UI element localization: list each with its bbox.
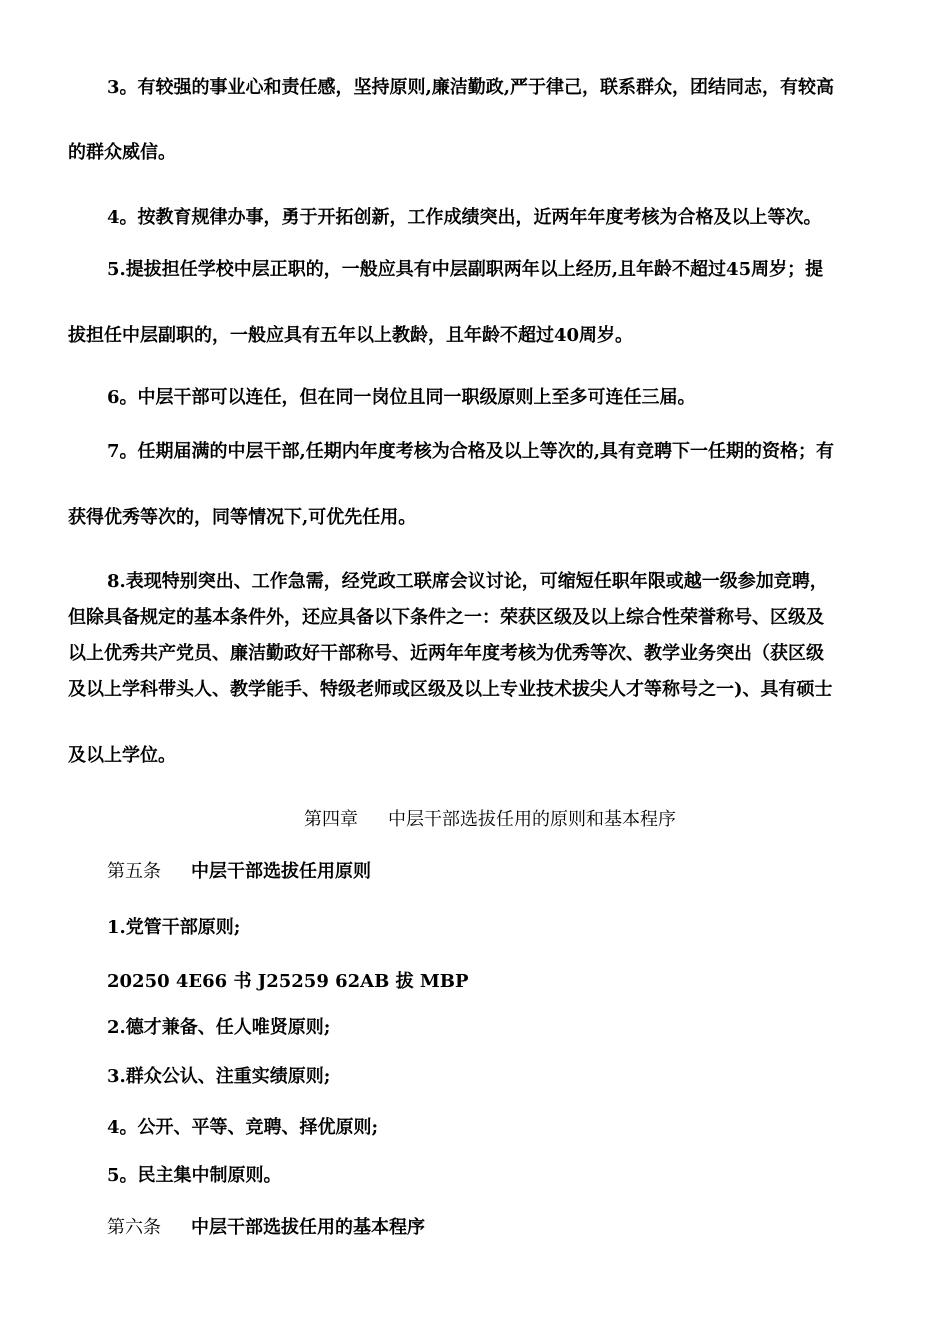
paragraph-3-line-2: 的群众威信。 (68, 142, 176, 163)
paragraph-5-line-1: 5.提拔担任学校中层正职的，一般应具有中层副职两年以上经历,且年龄不超过45周岁；提 (107, 259, 824, 280)
article-5-item-5: 5。民主集中制原则。 (107, 1165, 282, 1186)
paragraph-7-line-1: 7。任期届满的中层干部,任期内年度考核为合格及以上等次的,具有竞聘下一任期的资格；有 (107, 441, 835, 462)
paragraph-8-line-2: 但除具备规定的基本条件外，还应具备以下条件之一：荣获区级及以上综合性荣誉称号、区级及 (68, 607, 824, 628)
chapter-heading (304, 808, 676, 832)
paragraph-4: 4。按教育规律办事，勇于开拓创新，工作成绩突出，近两年年度考核为合格及以上等次。 (107, 207, 822, 228)
paragraph-8-line-4: 及以上学科带头人、教学能手、特级老师或区级及以上专业技术拔尖人才等称号之一)、具有硕士 (68, 679, 833, 700)
article-5-item-4: 4。公开、平等、竞聘、择优原则; (107, 1117, 379, 1138)
paragraph-8-line-1: 8.表现特别突出、工作急需，经党政工联席会议讨论，可缩短任职年限或越一级参加竞聘， (107, 571, 828, 592)
chapter-label: 第四章 (304, 809, 358, 830)
article-5-heading (107, 860, 371, 884)
article-5-title: 中层干部选拔任用原则 (191, 861, 371, 882)
article-5-item-2: 2.德才兼备、任人唯贤原则; (107, 1017, 331, 1038)
chapter-title: 中层干部选拔任用的原则和基本程序 (388, 809, 676, 830)
paragraph-6: 6。中层干部可以连任，但在同一岗位且同一职级原则上至多可连任三届。 (107, 387, 696, 408)
paragraph-8-line-3: 以上优秀共产党员、廉洁勤政好干部称号、近两年年度考核为优秀等次、教学业务突出（获区级 (68, 643, 824, 664)
article-5-item-1: 1.党管干部原则; (107, 917, 241, 938)
paragraph-8-line-5: 及以上学位。 (68, 745, 176, 766)
article-6-label: 第六条 (107, 1217, 161, 1238)
article-5-item-3: 3.群众公认、注重实绩原则; (107, 1066, 331, 1087)
article-5-watermark-code: 20250 4E66 书 J25259 62AB 拔 MBP (107, 971, 469, 992)
paragraph-3-line-1: 3。有较强的事业心和责任感，坚持原则,廉洁勤政,严于律己，联系群众，团结同志，有较高 (107, 77, 835, 98)
article-6-title: 中层干部选拔任用的基本程序 (191, 1217, 425, 1238)
article-5-label: 第五条 (107, 861, 161, 882)
paragraph-5-line-2: 拔担任中层副职的，一般应具有五年以上教龄，且年龄不超过40周岁。 (68, 325, 634, 346)
paragraph-7-line-2: 获得优秀等次的，同等情况下,可优先任用。 (68, 507, 417, 528)
article-6-heading (107, 1216, 425, 1240)
